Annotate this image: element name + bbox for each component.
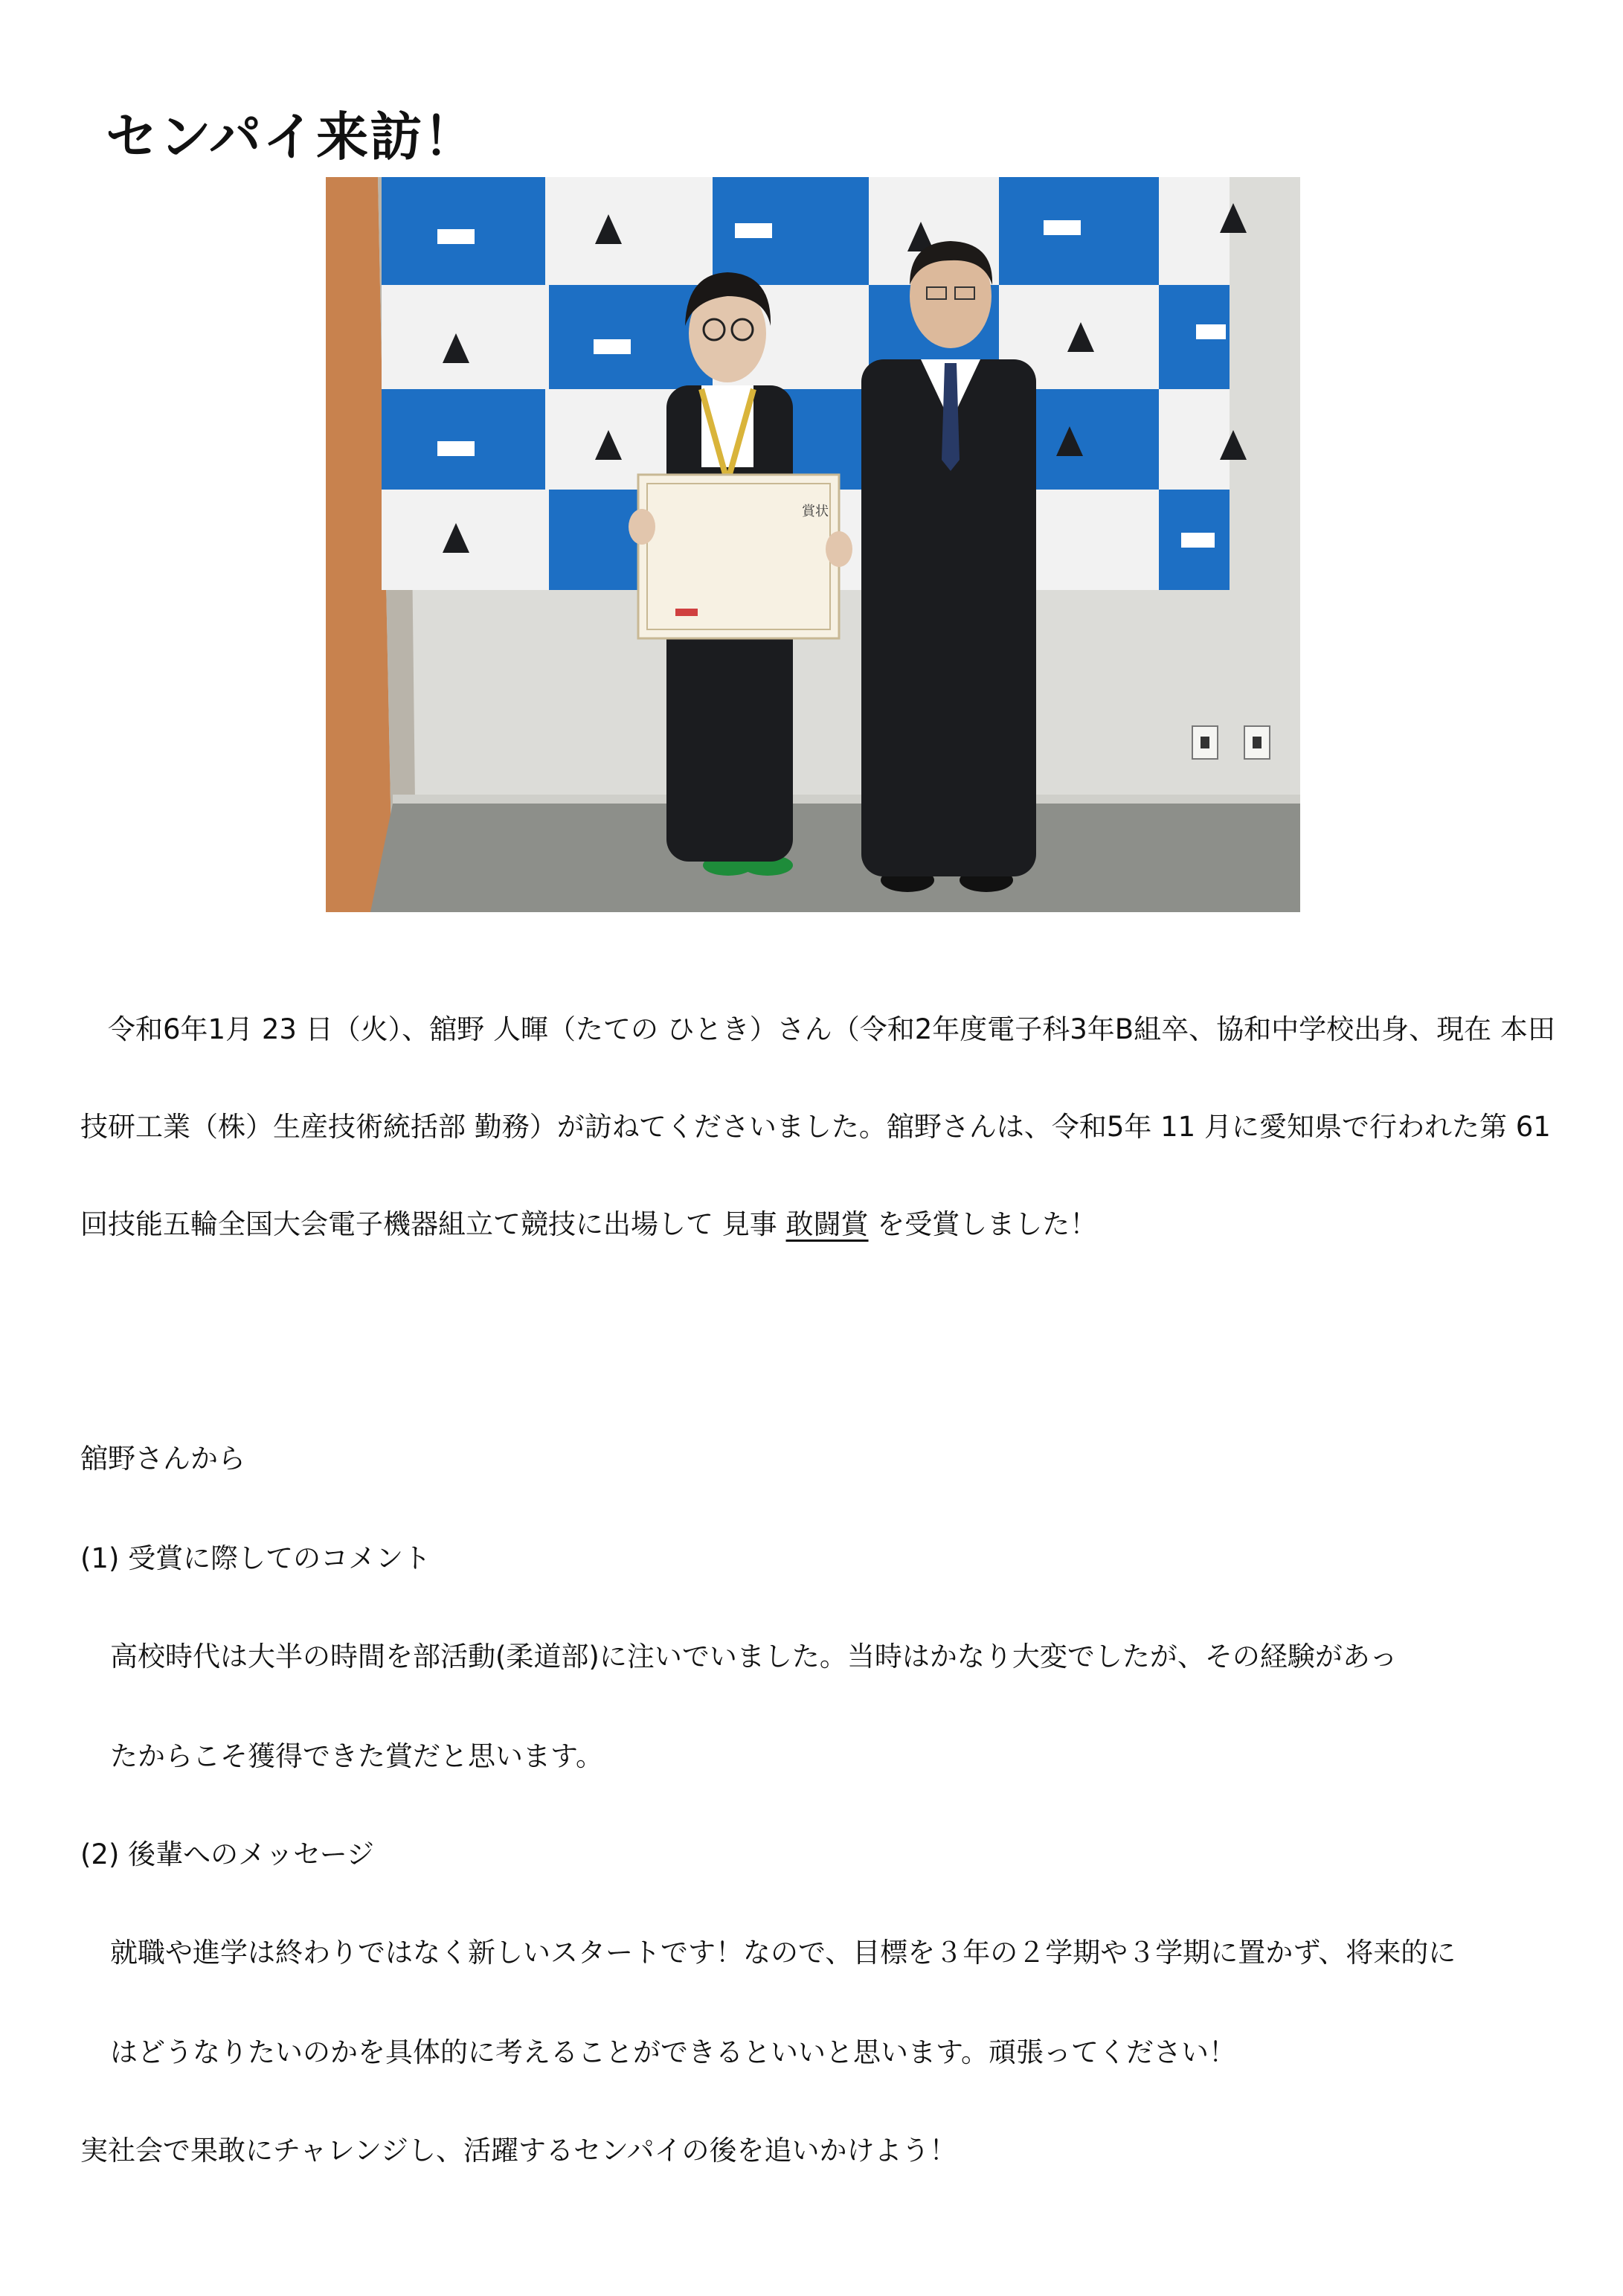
- intro-text-after: を受賞しました！: [868, 1208, 1098, 1240]
- q1-answer-line1: 高校時代は大半の時間を部活動(柔道部)に注いでいました。当時はかなり大変でしたが、その経験があっ: [110, 1641, 1398, 1673]
- q2-answer-line2: はどうなりたいのかを具体的に考えることができるといいと思います。頑張ってください！: [110, 2036, 1237, 2068]
- q1-answer-line2: たからこそ獲得できた賞だと思います。: [110, 1740, 604, 1772]
- closing-line: 実社会で果敢にチャレンジし、活躍するセンパイの後を追いかけよう！: [80, 2135, 957, 2167]
- certificate-heading: 賞状: [802, 504, 829, 519]
- award-name: 敢闘賞: [785, 1208, 869, 1240]
- intro-paragraph: [80, 981, 1561, 1273]
- from-label: 舘野さんから: [80, 1443, 245, 1475]
- q2-heading: (2) 後輩へのメッセージ: [80, 1838, 374, 1870]
- award-photo: [326, 177, 1300, 912]
- q1-heading: (1) 受賞に際してのコメント: [80, 1542, 431, 1574]
- intro-text-before: 令和6年1月 23 日（火）、舘野 人暉（たての ひとき）さん（令和2年度電子科3年B組卒、協和中学校出身、現在 本田技研工業（株）生産技術統括部 勤務）が訪ねてくださいました。舘野さんは、令和5年 11 月に愛知県で行われた第 61 回技能五輪全国大会電子機器組立て競技に出場して 見事: [80, 1013, 1555, 1240]
- page-title: センパイ来訪！: [106, 106, 478, 167]
- q2-answer-line1: 就職や進学は終わりではなく新しいスタートです！なので、目標を３年の２学期や３学期に置かず、将来的に: [110, 1937, 1456, 1969]
